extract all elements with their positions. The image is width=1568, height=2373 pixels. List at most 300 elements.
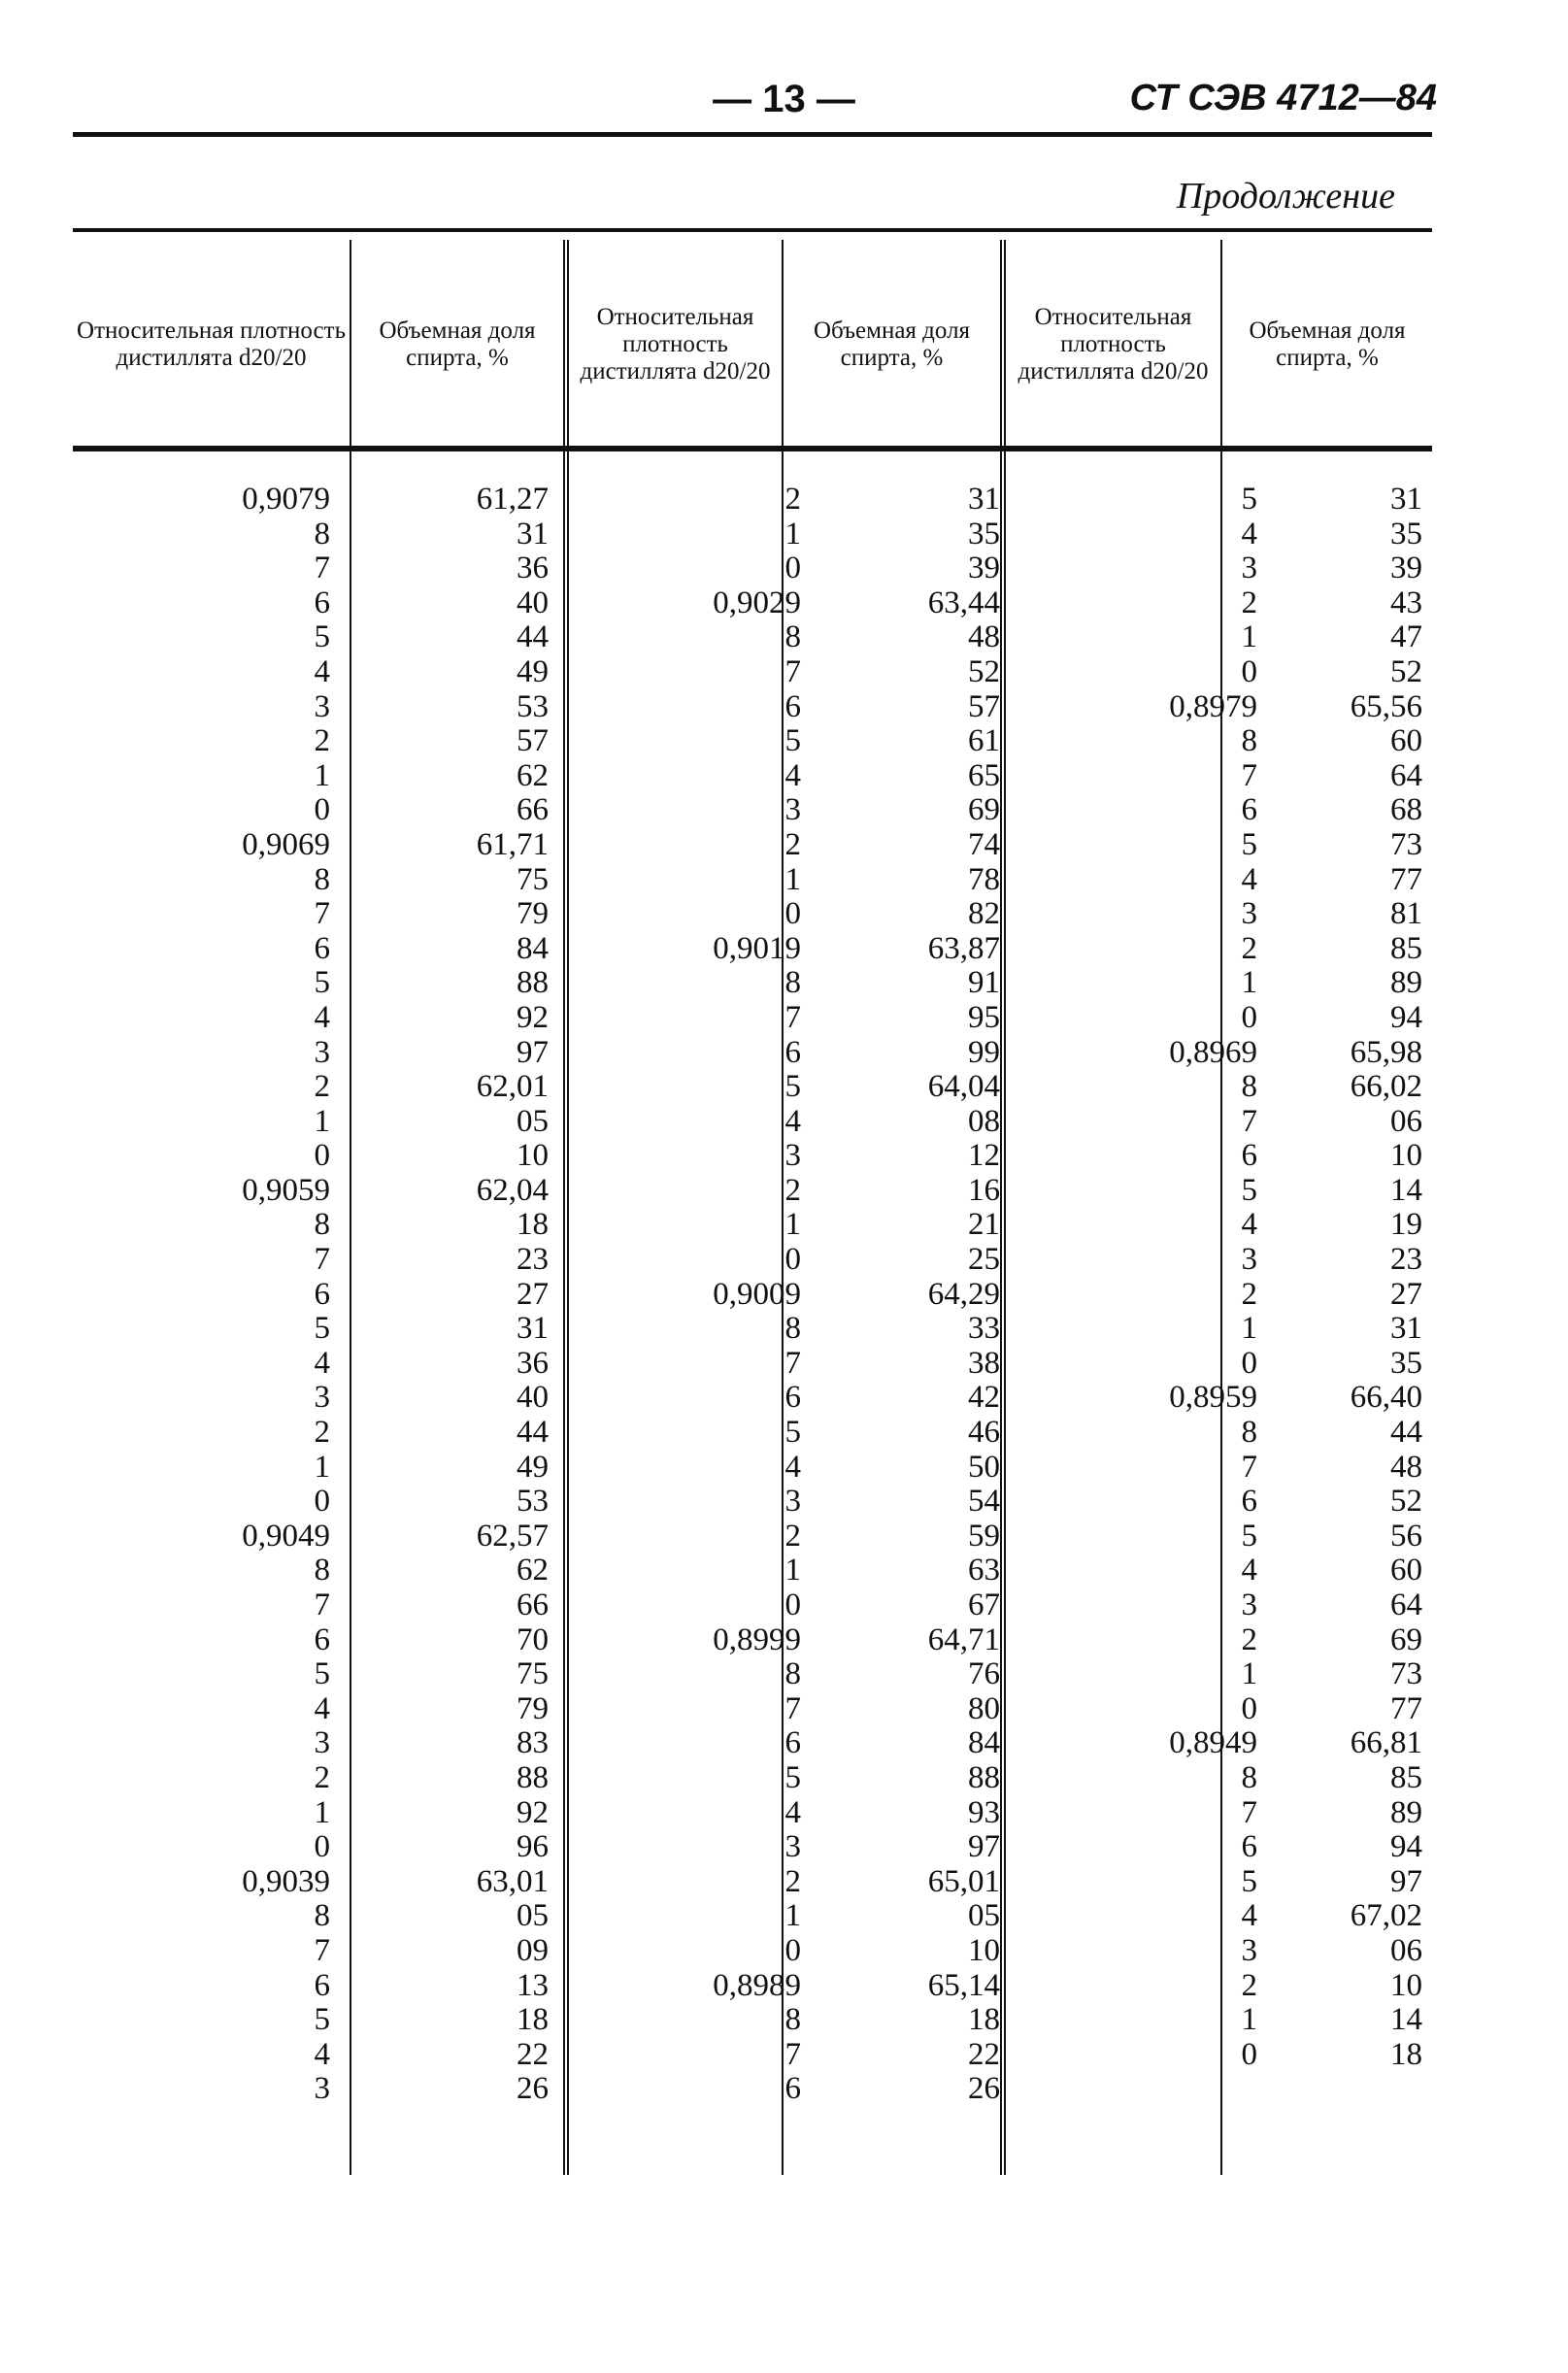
table-cell: 8	[784, 619, 801, 655]
table-cell: 6	[1241, 792, 1257, 828]
table-cell: 35	[968, 516, 1000, 551]
table-cell: 4	[784, 1103, 801, 1139]
table-cell: 64,04	[927, 1069, 1000, 1105]
table-cell: 48	[1390, 1449, 1422, 1485]
table-cell: 4	[784, 1449, 801, 1485]
table-cell: 6	[1241, 1829, 1257, 1865]
table-cell: 08	[968, 1103, 1000, 1139]
table-cell: 27	[1390, 1276, 1422, 1312]
table-cell: 6	[784, 1725, 801, 1761]
table-cell: 4	[314, 653, 330, 689]
table-cell: 1	[1241, 2002, 1257, 2038]
table-cell: 27	[517, 1276, 549, 1312]
density-table	[73, 228, 1432, 2175]
table-cell: 65,14	[927, 1967, 1000, 2003]
table-cell: 7	[1241, 757, 1257, 793]
table-cell: 47	[1390, 619, 1422, 655]
table-cell: 35	[1390, 1345, 1422, 1381]
table-cell: 0,8999	[713, 1621, 801, 1657]
table-cell: 0	[1241, 1690, 1257, 1726]
table-cell: 62,01	[476, 1069, 549, 1105]
table-cell: 60	[1390, 723, 1422, 759]
table-cell: 4	[314, 1690, 330, 1726]
table-cell: 61,27	[476, 482, 549, 517]
table-cell: 1	[784, 516, 801, 551]
table-cell: 1	[784, 1207, 801, 1243]
table-cell: 6	[314, 1276, 330, 1312]
table-cell: 26	[968, 2071, 1000, 2107]
table-cell: 44	[517, 1415, 549, 1451]
column-density-1	[242, 483, 330, 2107]
table-cell: 10	[1390, 1967, 1422, 2003]
table-cell: 97	[517, 1034, 549, 1070]
column-header-density-2: Относительная плотность дистиллята d20/20	[580, 304, 771, 384]
table-cell: 06	[1390, 1932, 1422, 1968]
table-cell: 0,9019	[713, 930, 801, 966]
table-cell: 2	[314, 1069, 330, 1105]
table-cell: 35	[1390, 516, 1422, 551]
table-cell: 1	[784, 1898, 801, 1934]
table-cell: 0	[1241, 2036, 1257, 2072]
table-cell: 63,44	[927, 585, 1000, 620]
table-cell: 67,02	[1350, 1898, 1422, 1934]
table-cell: 84	[968, 1725, 1000, 1761]
table-cell: 2	[784, 826, 801, 862]
table-cell: 6	[314, 930, 330, 966]
table-cell: 5	[314, 2002, 330, 2038]
table-cell: 1	[314, 1449, 330, 1485]
table-cell: 26	[517, 2071, 549, 2107]
table-cell: 8	[314, 861, 330, 897]
table-cell: 80	[968, 1690, 1000, 1726]
table-cell: 81	[1390, 896, 1422, 932]
table-cell: 3	[314, 1725, 330, 1761]
table-cell: 7	[314, 551, 330, 586]
table-cell: 1	[1241, 1656, 1257, 1692]
table-cell: 77	[1390, 861, 1422, 897]
table-cell: 53	[517, 688, 549, 724]
table-cell: 4	[1241, 516, 1257, 551]
page-header	[0, 78, 1568, 136]
table-cell: 31	[968, 482, 1000, 517]
table-cell: 6	[784, 688, 801, 724]
table-cell: 4	[784, 757, 801, 793]
table-cell: 4	[314, 1345, 330, 1381]
table-cell: 56	[1390, 1518, 1422, 1554]
table-cell: 91	[968, 965, 1000, 1001]
table-cell: 25	[968, 1242, 1000, 1278]
table-cell: 1	[314, 1794, 330, 1830]
table-cell: 7	[784, 1690, 801, 1726]
table-cell: 93	[968, 1794, 1000, 1830]
table-cell: 6	[314, 1967, 330, 2003]
table-cell: 1	[314, 1103, 330, 1139]
table-cell: 73	[1390, 826, 1422, 862]
table-cell: 52	[968, 653, 1000, 689]
table-cell: 0	[1241, 1345, 1257, 1381]
table-cell: 0	[314, 792, 330, 828]
table-cell: 05	[968, 1898, 1000, 1934]
table-cell: 23	[517, 1242, 549, 1278]
table-cell: 18	[1390, 2036, 1422, 2072]
table-cell: 64,29	[927, 1276, 1000, 1312]
table-cell: 3	[784, 1138, 801, 1174]
table-cell: 4	[1241, 1207, 1257, 1243]
table-cell: 22	[517, 2036, 549, 2072]
table-cell: 2	[314, 1415, 330, 1451]
table-cell: 66	[517, 792, 549, 828]
table-cell: 18	[517, 2002, 549, 2038]
table-cell: 3	[784, 792, 801, 828]
table-cell: 65	[968, 757, 1000, 793]
table-cell: 96	[517, 1829, 549, 1865]
column-density-2	[713, 483, 801, 2107]
table-cell: 6	[314, 585, 330, 620]
table-cell: 4	[1241, 1553, 1257, 1588]
table-cell: 22	[968, 2036, 1000, 2072]
table-cell: 49	[517, 1449, 549, 1485]
table-cell: 83	[517, 1725, 549, 1761]
table-cell: 7	[784, 2036, 801, 2072]
table-cell: 0	[314, 1829, 330, 1865]
column-header-alcohol-1: Объемная доля спирта, %	[379, 318, 536, 371]
table-cell: 94	[1390, 999, 1422, 1035]
table-cell: 66,81	[1350, 1725, 1422, 1761]
table-cell: 16	[968, 1172, 1000, 1208]
column-density-3	[1169, 483, 1257, 2072]
table-cell: 0,9039	[242, 1863, 330, 1899]
table-cell: 5	[314, 619, 330, 655]
table-cell: 1	[1241, 619, 1257, 655]
table-cell: 75	[517, 1656, 549, 1692]
table-cell: 10	[968, 1932, 1000, 1968]
table-cell: 1	[314, 757, 330, 793]
table-cell: 2	[1241, 1967, 1257, 2003]
table-cell: 3	[314, 2071, 330, 2107]
table-cell: 31	[517, 1311, 549, 1347]
table-cell: 0	[1241, 653, 1257, 689]
table-cell: 5	[314, 965, 330, 1001]
column-divider-double	[563, 240, 569, 2175]
table-cell: 66	[517, 1588, 549, 1622]
table-cell: 0,8969	[1169, 1034, 1257, 1070]
table-cell: 92	[517, 999, 549, 1035]
table-cell: 40	[517, 585, 549, 620]
column-header-density-1: Относительная плотность дистиллята d20/20	[77, 318, 346, 371]
table-cell: 0,8989	[713, 1967, 801, 2003]
table-cell: 74	[968, 826, 1000, 862]
table-cell: 7	[784, 999, 801, 1035]
table-cell: 2	[784, 1863, 801, 1899]
table-cell: 6	[1241, 1484, 1257, 1520]
table-cell: 42	[968, 1380, 1000, 1416]
table-cell: 0,9049	[242, 1518, 330, 1554]
table-cell: 77	[1390, 1690, 1422, 1726]
table-cell: 36	[517, 551, 549, 586]
table-cell: 0,9059	[242, 1172, 330, 1208]
table-cell: 19	[1390, 1207, 1422, 1243]
table-cell: 7	[314, 1588, 330, 1622]
table-cell: 44	[517, 619, 549, 655]
table-cell: 75	[517, 861, 549, 897]
table-cell: 2	[1241, 585, 1257, 620]
table-cell: 69	[968, 792, 1000, 828]
table-cell: 3	[1241, 551, 1257, 586]
table-cell: 8	[784, 965, 801, 1001]
table-cell: 6	[784, 2071, 801, 2107]
table-cell: 0	[314, 1484, 330, 1520]
table-cell: 88	[517, 1759, 549, 1795]
table-cell: 7	[1241, 1794, 1257, 1830]
table-cell: 8	[1241, 1759, 1257, 1795]
table-cell: 8	[1241, 1415, 1257, 1451]
table-cell: 0	[784, 1242, 801, 1278]
table-cell: 2	[784, 482, 801, 517]
table-cell: 1	[1241, 965, 1257, 1001]
table-cell: 94	[1390, 1829, 1422, 1865]
column-alcohol-1	[477, 483, 549, 2107]
column-header-alcohol-2: Объемная доля спирта, %	[813, 318, 971, 371]
table-cell: 8	[1241, 723, 1257, 759]
table-cell: 62	[517, 757, 549, 793]
table-cell: 7	[784, 653, 801, 689]
table-cell: 5	[1241, 1518, 1257, 1554]
table-cell: 0,9079	[242, 482, 330, 517]
table-cell: 89	[1390, 1794, 1422, 1830]
table-cell: 8	[1241, 1069, 1257, 1105]
table-cell: 13	[517, 1967, 549, 2003]
table-cell: 0	[784, 1588, 801, 1622]
table-cell: 3	[784, 1484, 801, 1520]
table-cell: 21	[968, 1207, 1000, 1243]
table-cell: 85	[1390, 1759, 1422, 1795]
table-cell: 2	[314, 723, 330, 759]
table-cell: 0	[784, 896, 801, 932]
table-cell: 64	[1390, 1588, 1422, 1622]
table-cell: 0,8959	[1169, 1380, 1257, 1416]
table-cell: 63	[968, 1553, 1000, 1588]
table-cell: 0,8949	[1169, 1725, 1257, 1761]
table-cell: 49	[517, 653, 549, 689]
table-cell: 8	[784, 1311, 801, 1347]
table-cell: 48	[968, 619, 1000, 655]
table-cell: 1	[784, 861, 801, 897]
table-cell: 05	[517, 1898, 549, 1934]
table-cell: 3	[314, 1380, 330, 1416]
table-cell: 54	[968, 1484, 1000, 1520]
table-cell: 7	[784, 1345, 801, 1381]
table-cell: 65,01	[927, 1863, 1000, 1899]
table-cell: 62,04	[476, 1172, 549, 1208]
table-cell: 2	[314, 1759, 330, 1795]
table-cell: 4	[784, 1794, 801, 1830]
table-cell: 82	[968, 896, 1000, 932]
table-cell: 1	[1241, 1311, 1257, 1347]
table-cell: 92	[517, 1794, 549, 1830]
column-alcohol-3	[1351, 483, 1422, 2072]
table-cell: 89	[1390, 965, 1422, 1001]
table-cell: 23	[1390, 1242, 1422, 1278]
column-header-alcohol-3: Объемная доля спирта, %	[1249, 318, 1406, 371]
table-cell: 8	[784, 1656, 801, 1692]
table-cell: 3	[314, 1034, 330, 1070]
table-cell: 61	[968, 723, 1000, 759]
table-cell: 57	[968, 688, 1000, 724]
table-cell: 3	[1241, 1242, 1257, 1278]
table-cell: 5	[314, 1656, 330, 1692]
table-cell: 2	[1241, 1621, 1257, 1657]
column-header-density-3: Относительная плотность дистиллята d20/20	[1018, 304, 1209, 384]
table-cell: 0,9069	[242, 826, 330, 862]
table-cell: 5	[784, 1759, 801, 1795]
table-cell: 64,71	[927, 1621, 1000, 1657]
table-cell: 0,9029	[713, 585, 801, 620]
table-cell: 31	[1390, 1311, 1422, 1347]
table-cell: 84	[517, 930, 549, 966]
table-cell: 65,98	[1350, 1034, 1422, 1070]
table-cell: 2	[784, 1172, 801, 1208]
table-header-rule	[73, 446, 1432, 451]
table-cell: 85	[1390, 930, 1422, 966]
table-cell: 05	[517, 1103, 549, 1139]
table-cell: 64	[1390, 757, 1422, 793]
table-cell: 2	[784, 1518, 801, 1554]
table-cell: 76	[968, 1656, 1000, 1692]
table-cell: 70	[517, 1621, 549, 1657]
table-cell: 0,8979	[1169, 688, 1257, 724]
table-cell: 8	[314, 1207, 330, 1243]
table-cell: 4	[1241, 861, 1257, 897]
table-cell: 95	[968, 999, 1000, 1035]
table-cell: 40	[517, 1380, 549, 1416]
table-cell: 6	[784, 1380, 801, 1416]
table-cell: 88	[517, 965, 549, 1001]
table-cell: 46	[968, 1415, 1000, 1451]
table-cell: 5	[1241, 826, 1257, 862]
column-divider-double	[1000, 240, 1006, 2175]
table-cell: 33	[968, 1311, 1000, 1347]
table-cell: 0	[314, 1138, 330, 1174]
table-cell: 7	[314, 1242, 330, 1278]
document-code: СТ СЭВ 4712—84	[1129, 78, 1437, 118]
table-cell: 14	[1390, 2002, 1422, 2038]
column-divider	[350, 240, 351, 2175]
table-cell: 79	[517, 1690, 549, 1726]
table-cell: 2	[1241, 1276, 1257, 1312]
table-cell: 12	[968, 1138, 1000, 1174]
table-cell: 31	[1390, 482, 1422, 517]
header-rule	[73, 132, 1432, 137]
table-cell: 0,9009	[713, 1276, 801, 1312]
table-cell: 66,40	[1350, 1380, 1422, 1416]
table-cell: 5	[1241, 482, 1257, 517]
table-cell: 97	[968, 1829, 1000, 1865]
table-cell: 52	[1390, 653, 1422, 689]
table-cell: 09	[517, 1932, 549, 1968]
table-top-rule	[73, 228, 1432, 232]
table-cell: 97	[1390, 1863, 1422, 1899]
table-cell: 0	[1241, 999, 1257, 1035]
table-cell: 39	[968, 551, 1000, 586]
table-cell: 5	[314, 1311, 330, 1347]
table-cell: 6	[784, 1034, 801, 1070]
table-cell: 7	[1241, 1449, 1257, 1485]
table-cell: 63,87	[927, 930, 1000, 966]
table-cell: 73	[1390, 1656, 1422, 1692]
table-cell: 5	[784, 723, 801, 759]
table-cell: 59	[968, 1518, 1000, 1554]
table-cell: 10	[517, 1138, 549, 1174]
table-cell: 8	[314, 1898, 330, 1934]
table-cell: 18	[517, 1207, 549, 1243]
table-cell: 67	[968, 1588, 1000, 1622]
table-cell: 3	[314, 688, 330, 724]
table-cell: 0	[784, 1932, 801, 1968]
table-cell: 65,56	[1350, 688, 1422, 724]
table-cell: 53	[517, 1484, 549, 1520]
table-cell: 60	[1390, 1553, 1422, 1588]
table-cell: 06	[1390, 1103, 1422, 1139]
table-cell: 5	[1241, 1172, 1257, 1208]
table-cell: 99	[968, 1034, 1000, 1070]
table-cell: 4	[314, 999, 330, 1035]
table-cell: 3	[1241, 1588, 1257, 1622]
table-cell: 31	[517, 516, 549, 551]
table-cell: 66,02	[1350, 1069, 1422, 1105]
table-cell: 78	[968, 861, 1000, 897]
table-cell: 7	[1241, 1103, 1257, 1139]
table-cell: 6	[314, 1621, 330, 1657]
table-cell: 57	[517, 723, 549, 759]
table-cell: 68	[1390, 792, 1422, 828]
table-cell: 10	[1390, 1138, 1422, 1174]
table-cell: 3	[1241, 1932, 1257, 1968]
table-cell: 50	[968, 1449, 1000, 1485]
table-cell: 8	[314, 1553, 330, 1588]
table-cell: 3	[1241, 896, 1257, 932]
table-cell: 3	[784, 1829, 801, 1865]
table-cell: 14	[1390, 1172, 1422, 1208]
continuation-label: Продолжение	[1176, 176, 1395, 217]
table-cell: 6	[1241, 1138, 1257, 1174]
table-cell: 43	[1390, 585, 1422, 620]
column-alcohol-2	[928, 483, 1000, 2107]
table-cell: 62,57	[476, 1518, 549, 1554]
table-cell: 44	[1390, 1415, 1422, 1451]
table-cell: 39	[1390, 551, 1422, 586]
table-cell: 18	[968, 2002, 1000, 2038]
page-number: — 13 —	[713, 78, 855, 120]
table-cell: 4	[1241, 1898, 1257, 1934]
table-cell: 38	[968, 1345, 1000, 1381]
table-cell: 88	[968, 1759, 1000, 1795]
table-cell: 36	[517, 1345, 549, 1381]
table-cell: 63,01	[476, 1863, 549, 1899]
table-cell: 2	[1241, 930, 1257, 966]
table-cell: 5	[784, 1415, 801, 1451]
table-cell: 79	[517, 896, 549, 932]
table-cell: 8	[314, 516, 330, 551]
table-cell: 0	[784, 551, 801, 586]
table-cell: 4	[314, 2036, 330, 2072]
table-cell: 5	[784, 1069, 801, 1105]
table-cell: 7	[314, 896, 330, 932]
table-cell: 7	[314, 1932, 330, 1968]
table-cell: 5	[1241, 1863, 1257, 1899]
table-cell: 61,71	[476, 826, 549, 862]
table-cell: 62	[517, 1553, 549, 1588]
table-cell: 1	[784, 1553, 801, 1588]
